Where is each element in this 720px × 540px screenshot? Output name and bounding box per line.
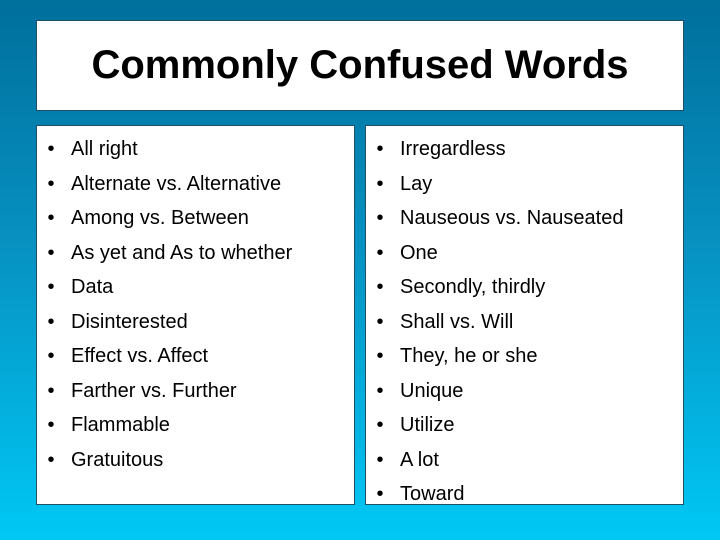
bullet-icon: •	[376, 345, 384, 367]
bullet-icon: •	[47, 414, 55, 436]
bullet-icon: •	[376, 276, 384, 298]
slide-title: Commonly Confused Words	[91, 43, 629, 87]
list-item	[366, 167, 683, 202]
list-item	[37, 132, 354, 167]
list-item	[37, 408, 354, 443]
bullet-icon: •	[376, 310, 384, 333]
list-item	[37, 374, 354, 409]
list-item-label: Toward	[400, 483, 465, 505]
list-item-label: All right	[71, 138, 138, 160]
list-item-label: Secondly, thirdly	[400, 276, 546, 298]
bullet-icon: •	[47, 448, 55, 471]
bullet-icon: •	[376, 172, 384, 195]
list-item-label: Utilize	[400, 414, 455, 436]
list-item-label: Disinterested	[71, 310, 188, 333]
bullet-icon: •	[47, 207, 55, 229]
list-item-label: A lot	[400, 448, 439, 471]
list-item	[366, 132, 683, 167]
list-item	[37, 270, 354, 305]
list-item	[37, 201, 354, 236]
list-item-label: Alternate vs. Alternative	[71, 172, 282, 195]
bullet-icon: •	[47, 345, 55, 367]
list-item-label: One	[400, 241, 438, 264]
list-item	[37, 167, 354, 202]
list-item-label: Farther vs. Further	[71, 379, 237, 402]
list-item	[37, 305, 354, 340]
list-item-label: Lay	[400, 172, 433, 195]
list-item-label: Data	[71, 276, 114, 298]
list-item-label: Unique	[400, 379, 464, 402]
bullet-icon: •	[376, 207, 384, 229]
bullet-icon: •	[376, 379, 384, 402]
bullet-icon: •	[376, 483, 384, 505]
left-word-list	[37, 132, 354, 477]
list-item-label: Among vs. Between	[71, 207, 249, 229]
bullet-icon: •	[47, 138, 55, 160]
list-item-label: Effect vs. Affect	[71, 345, 209, 367]
list-item	[366, 201, 683, 236]
list-item	[37, 443, 354, 478]
list-item-label: They, he or she	[400, 345, 538, 367]
bullet-icon: •	[47, 276, 55, 298]
list-item-label: Irregardless	[400, 138, 506, 160]
title-panel	[36, 20, 684, 111]
list-item	[37, 339, 354, 374]
list-item	[366, 443, 683, 478]
list-item	[366, 339, 683, 374]
list-item	[366, 374, 683, 409]
bullet-icon: •	[376, 448, 384, 471]
list-item	[366, 477, 683, 512]
bullet-icon: •	[376, 414, 384, 436]
list-item	[37, 236, 354, 271]
bullet-icon: •	[47, 172, 55, 195]
list-item	[366, 305, 683, 340]
bullet-icon: •	[47, 310, 55, 333]
list-item-label: Nauseous vs. Nauseated	[400, 207, 624, 229]
bullet-icon: •	[47, 379, 55, 402]
list-item	[366, 236, 683, 271]
list-item-label: Flammable	[71, 414, 170, 436]
bullet-icon: •	[376, 241, 384, 264]
list-item-label: Shall vs. Will	[400, 310, 514, 333]
right-word-list	[366, 132, 683, 512]
list-item-label: As yet and As to whether	[71, 241, 293, 264]
bullet-icon: •	[376, 138, 384, 160]
right-column-panel	[365, 125, 684, 505]
list-item-label: Gratuitous	[71, 448, 164, 471]
list-item	[366, 408, 683, 443]
list-item	[366, 270, 683, 305]
left-column-panel	[36, 125, 355, 505]
bullet-icon: •	[47, 241, 55, 264]
